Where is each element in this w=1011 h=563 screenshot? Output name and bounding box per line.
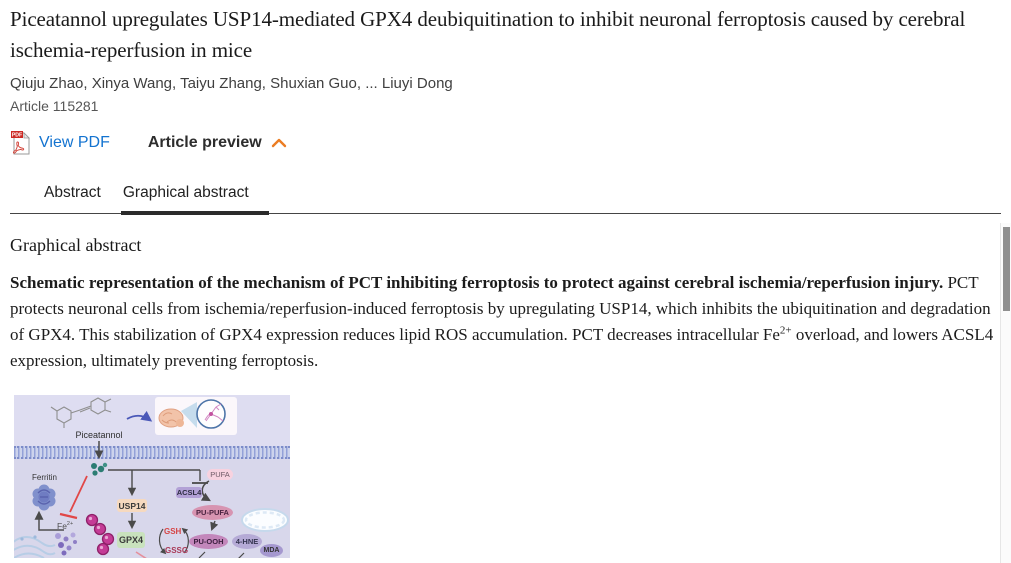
label-gsh: GSH bbox=[164, 527, 182, 536]
article-authors: Qiuju Zhao, Xinya Wang, Taiyu Zhang, Shuxian Guo, ... Liuyi Dong bbox=[10, 75, 453, 92]
caption-text-2: overload, and lowers ACSL4 expression, ultimately preventing ferroptosis. bbox=[10, 325, 994, 370]
tab-graphical-abstract[interactable]: Graphical abstract bbox=[121, 178, 269, 213]
fe-text: Fe bbox=[57, 521, 67, 531]
iron-dots bbox=[55, 533, 77, 556]
node-mda: MDA bbox=[260, 544, 283, 557]
node-acsl4: ACSL4 bbox=[176, 488, 202, 497]
node-4hne: 4-HNE bbox=[232, 534, 262, 549]
section-heading: Graphical abstract bbox=[10, 235, 142, 255]
piceatannol-structure bbox=[51, 398, 111, 428]
chevron-up-icon bbox=[271, 138, 287, 148]
article-title: Piceatannol upregulates USP14-mediated GPX4 deubiquitination to inhibit neuronal ferroptosis caused by cerebral ischemia-reperfusion in mice bbox=[10, 7, 966, 62]
brain-inset-box bbox=[155, 397, 237, 435]
ubiquitin-chain bbox=[87, 515, 114, 555]
mitochondria-graphic bbox=[242, 509, 288, 531]
label-ferritin: Ferritin bbox=[32, 473, 57, 482]
piceatannol-molecules bbox=[91, 463, 107, 476]
er-graphic bbox=[14, 535, 55, 558]
label-fe2 bbox=[57, 521, 73, 531]
label-gssg: GSSG bbox=[165, 546, 189, 555]
graphical-abstract-image[interactable] bbox=[14, 395, 290, 558]
svg-text:PDF: PDF bbox=[11, 132, 23, 139]
caption-superscript: 2+ bbox=[779, 324, 792, 337]
view-pdf-link[interactable] bbox=[10, 130, 110, 155]
ferritin-graphic bbox=[33, 485, 56, 511]
caption-text-1: PCT protects neuronal cells from ischemia/reperfusion-induced ferroptosis by upregulating USP14, which inhibits the ubiquitination and degradation of GPX4. This stabilization of GPX4 expression reduces lipid ROS accumulation. PCT decreases intracellular Fe bbox=[10, 273, 991, 344]
article-number: Article 115281 bbox=[10, 98, 99, 114]
view-pdf-label: View PDF bbox=[39, 133, 110, 151]
tab-abstract[interactable]: Abstract bbox=[44, 184, 101, 201]
scrollbar-track[interactable] bbox=[1000, 223, 1011, 563]
pdf-icon bbox=[10, 130, 31, 155]
fe-sup: 2+ bbox=[66, 521, 74, 528]
inhibition-line bbox=[60, 476, 87, 518]
scrollbar-thumb[interactable] bbox=[1003, 227, 1010, 311]
action-bar bbox=[10, 130, 1001, 155]
label-piceatannol: Piceatannol bbox=[75, 430, 123, 440]
graphical-abstract-caption bbox=[10, 270, 995, 374]
preview-tabs bbox=[10, 178, 1001, 214]
arrow-to-brain bbox=[127, 416, 150, 420]
node-usp14: USP14 bbox=[118, 500, 146, 511]
node-pu-ooh: PU-OOH bbox=[189, 534, 228, 549]
caption-bold-leadin: Schematic representation of the mechanism of PCT inhibiting ferroptosis to protect against cerebral ischemia/reperfusion injury. bbox=[10, 273, 944, 292]
node-pu-pufa: PU-PUFA bbox=[192, 505, 233, 520]
article-preview-toggle[interactable] bbox=[148, 134, 287, 152]
node-pufa: PUFA bbox=[207, 469, 233, 480]
node-gpx4: GPX4 bbox=[117, 532, 145, 548]
article-preview-label: Article preview bbox=[147, 133, 262, 151]
brain-neuron-graphic bbox=[155, 397, 237, 435]
